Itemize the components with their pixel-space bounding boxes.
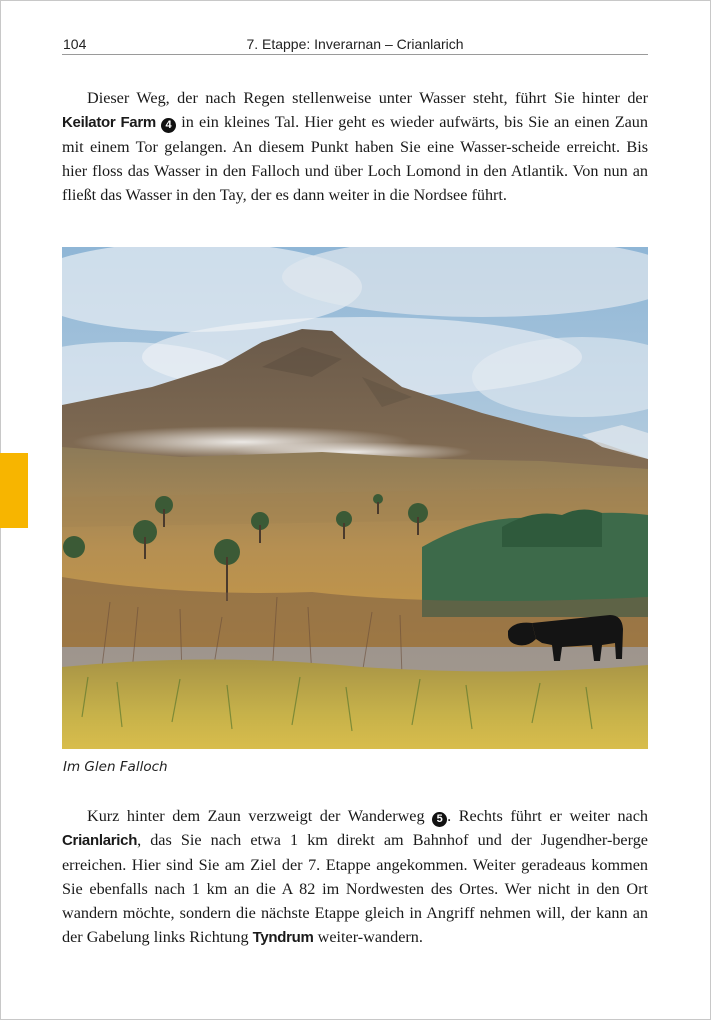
paragraph-text: weiter-wandern. [313,928,423,946]
place-keilator-farm: Keilator Farm [62,114,156,131]
photo-caption: Im Glen Falloch [63,759,168,775]
waypoint-marker-4: 4 [161,118,176,133]
running-title: 7. Etappe: Inverarnan – Crianlarich [246,36,464,52]
landscape-photo [62,247,648,749]
place-tyndrum: Tyndrum [252,929,314,946]
header-rule [62,54,648,55]
paragraph-text: . Rechts führt er weiter nach [447,807,648,825]
paragraph-text: Dieser Weg, der nach Regen stellenweise unter Wasser steht, führt Sie hinter der [87,89,648,107]
chapter-thumb-tab [0,453,28,528]
running-header [62,36,648,56]
waypoint-marker-5: 5 [432,812,447,827]
body-paragraph-2 [62,804,648,950]
paragraph-text: Kurz hinter dem Zaun verzweigt der Wanderweg [87,807,433,825]
page-number: 104 [63,36,87,52]
body-paragraph-1 [62,86,648,207]
paragraph-text: , das Sie nach etwa 1 km direkt am Bahnhof und der Jugendher-berge erreichen. Hier sind Sie am Ziel der 7. Etappe angekommen. Weiter geradeaus kommen Sie ebenfalls nach 1 km an die A 82 im Nordwesten des Ortes. Wer nicht in den Ort wandern möchte, sondern die nächste Etappe gleich in Angriff nehmen will, der kann an der Gabelung links Richtung [62,831,648,946]
paragraph-text: in ein kleines Tal. Hier geht es wieder aufwärts, bis Sie an einen Zaun mit einem Tor gelangen. An diesem Punkt haben Sie eine Wasser-scheide erreicht. Bis hier floss das Wasser in den Falloch und über Loch Lomond in den Atlantik. Von nun an fließt das Wasser in den Tay, der es dann weiter in die Nordsee führt. [62,113,648,204]
place-crianlarich: Crianlarich [62,832,138,849]
